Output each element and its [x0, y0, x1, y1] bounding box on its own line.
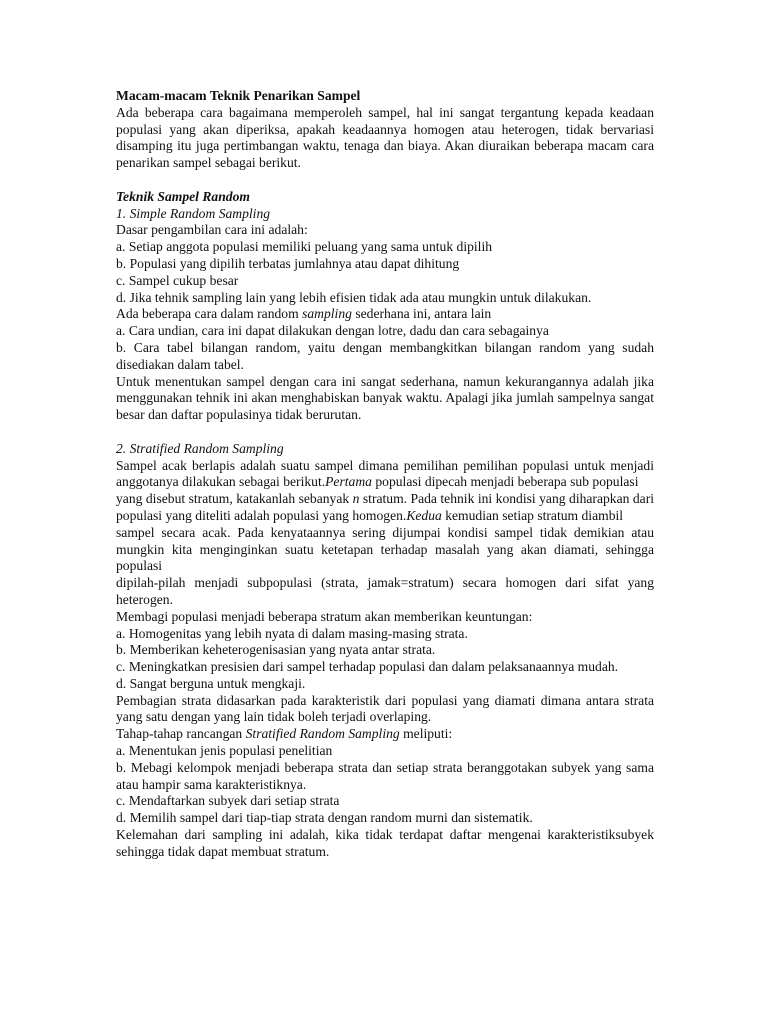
strat-division: Pembagian strata didasarkan pada karakteristik dari populasi yang diamati dimana antara strata yang satu dengan yang lain tidak boleh terjadi overlaping. [116, 692, 654, 725]
strat-weakness: Kelemahan dari sampling ini adalah, kika tidak terdapat daftar mengenai karakteristiksubyek sehingga tidak dapat membuat stratum. [116, 827, 654, 859]
strat-step-item: a. Menentukan jenis populasi penelitian [116, 743, 333, 759]
srs-basis-item: a. Setiap anggota populasi memiliki peluang yang sama untuk dipilih [116, 239, 493, 255]
intro-paragraph: Ada beberapa cara bagaimana memperoleh sampel, hal ini sangat tergantung kepada keadaan populasi yang akan diperiksa, apakah keadaannya homogen atau heterogen, tidak bervariasi disamping itu juga pertimbangan waktu, tenaga dan biaya. Akan diuraikan beberapa macam cara penarikan sampel sebagai berikut. [116, 104, 654, 171]
strat-paragraph-3: sampel secara acak. Pada kenyataannya sering dijumpai kondisi sampel tidak demikian atau mungkin kita menginginkan suatu ketetapan terhadap masalah yang akan diamati, sehingga populasi [116, 524, 654, 574]
doc-title: Macam-macam Teknik Penarikan Sampel [116, 88, 361, 103]
document-page [116, 88, 654, 861]
strat-paragraph-2 [116, 491, 654, 525]
blank-line [116, 172, 654, 189]
strat-p1-em: Pertama [325, 474, 372, 490]
strat-p2-a: yang disebut stratum, katakanlah sebanyak [116, 491, 353, 507]
srs-basis-item: d. Jika tehnik sampling lain yang lebih efisien tidak ada atau mungkin untuk dilakukan. [116, 289, 592, 305]
srs-ways-lead-b: sederhana ini, antara lain [351, 306, 492, 322]
srs-way-item: a. Cara undian, cara ini dapat dilakukan dengan lotre, dadu dan cara sebagainya [116, 323, 549, 339]
strat-p2-em2: Kedua [406, 507, 442, 523]
strat-benefit-item: b. Memberikan keheterogenisasian yang nyata antar strata. [116, 642, 436, 658]
strat-steps-lead [116, 726, 654, 743]
section-heading-random: Teknik Sampel Random [116, 188, 250, 204]
strat-paragraph-1 [116, 458, 654, 492]
strat-p1-b: populasi dipecah menjadi beberapa sub populasi [371, 474, 639, 490]
strat-p2-c: kemudian setiap stratum diambil [441, 507, 624, 523]
strat-steps-lead-a: Tahap-tahap rancangan [116, 726, 246, 742]
strat-benefit-item: a. Homogenitas yang lebih nyata di dalam masing-masing strata. [116, 625, 468, 641]
srs-way-item: b. Cara tabel bilangan random, yaitu dengan membangkitkan bilangan random yang sudah disediakan dalam tabel. [116, 339, 654, 372]
strat-p2-b: stratum. Pada tehnik ini kondisi yang diharapkan dari populasi yang diteliti adalah populasi yang homogen. [116, 491, 655, 523]
strat-steps-lead-em: Stratified Random Sampling [245, 726, 400, 742]
srs-ways-lead [116, 306, 654, 323]
strat-steps-lead-b: meliputi: [399, 726, 453, 742]
srs-heading: 1. Simple Random Sampling [116, 205, 271, 221]
strat-step-item: d. Memilih sampel dari tiap-tiap strata dengan random murni dan sistematik. [116, 810, 533, 826]
srs-basis-item: b. Populasi yang dipilih terbatas jumlahnya atau dapat dihitung [116, 255, 460, 271]
srs-ways-lead-em: sampling [302, 306, 352, 322]
srs-ways-lead-a: Ada beberapa cara dalam random [116, 306, 303, 322]
strat-p2-em: n [352, 491, 360, 507]
srs-basis-item: c. Sampel cukup besar [116, 272, 239, 288]
strat-p1-a: Sampel acak berlapis adalah suatu sampel dimana pemilihan pemilihan populasi untuk menjadi anggotanya dilakukan sebagai berikut. [116, 457, 654, 490]
strat-paragraph-4: dipilah-pilah menjadi subpopulasi (strata, jamak=stratum) secara homogen dari sifat yang heterogen. [116, 575, 654, 607]
strat-benefit-item: c. Meningkatkan presisien dari sampel terhadap populasi dan dalam pelaksanaannya mudah. [116, 659, 619, 675]
strat-step-item: c. Mendaftarkan subyek dari setiap strata [116, 793, 340, 809]
srs-note: Untuk menentukan sampel dengan cara ini sangat sederhana, namun kekurangannya adalah jika menggunakan tehnik ini akan menghabiskan banyak waktu. Apalagi jika jumlah sampelnya sangat besar dan daftar populasinya tidak berurutan. [116, 373, 654, 423]
strat-heading: 2. Stratified Random Sampling [116, 440, 284, 456]
strat-benefit-item: d. Sangat berguna untuk mengkaji. [116, 675, 306, 691]
srs-basis-lead: Dasar pengambilan cara ini adalah: [116, 222, 308, 238]
blank-line [116, 424, 654, 441]
strat-benefit-lead: Membagi populasi menjadi beberapa stratum akan memberikan keuntungan: [116, 608, 533, 624]
strat-step-item: b. Mebagi kelompok menjadi beberapa strata dan setiap strata beranggotakan subyek yang sama atau hampir sama karakteristiknya. [116, 759, 654, 792]
